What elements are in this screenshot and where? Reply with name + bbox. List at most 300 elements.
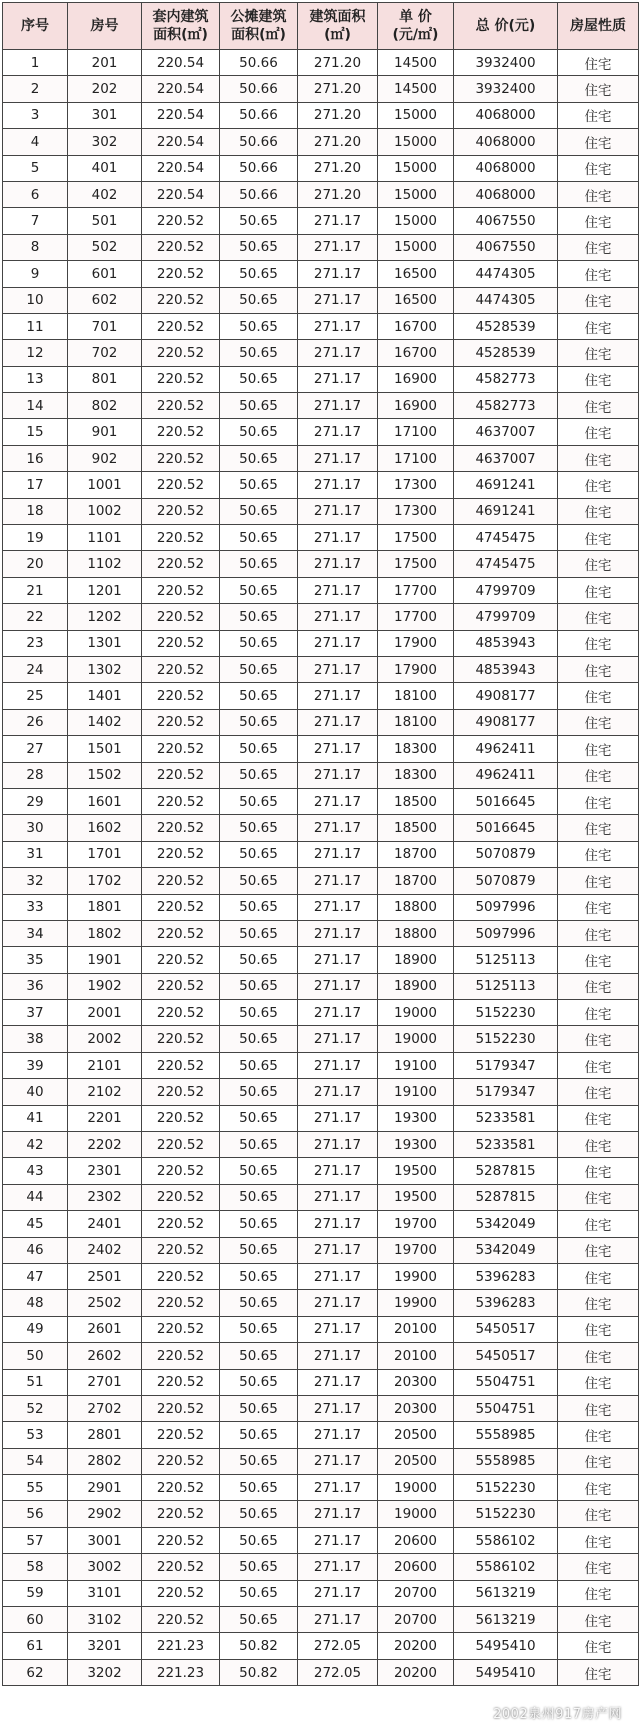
cell-inner-area: 220.52 (142, 577, 220, 603)
cell-property-type: 住宅 (558, 1052, 639, 1078)
cell-room-number: 1202 (68, 604, 142, 630)
cell-inner-area: 220.52 (142, 234, 220, 260)
cell-inner-area: 220.52 (142, 1079, 220, 1105)
cell-building-area: 271.17 (298, 709, 378, 735)
cell-room-number: 3101 (68, 1580, 142, 1606)
cell-seq: 47 (3, 1263, 68, 1289)
cell-building-area: 271.20 (298, 155, 378, 181)
cell-property-type: 住宅 (558, 50, 639, 76)
cell-building-area: 271.17 (298, 1237, 378, 1263)
cell-seq: 29 (3, 788, 68, 814)
cell-building-area: 271.17 (298, 630, 378, 656)
cell-building-area: 271.17 (298, 1501, 378, 1527)
cell-unit-price: 17900 (378, 656, 454, 682)
cell-building-area: 271.17 (298, 234, 378, 260)
cell-shared-area: 50.65 (220, 1000, 298, 1026)
cell-seq: 16 (3, 445, 68, 471)
cell-total-price: 4637007 (454, 445, 558, 471)
cell-inner-area: 220.52 (142, 841, 220, 867)
table-row (3, 1475, 639, 1501)
cell-room-number: 701 (68, 313, 142, 339)
cell-unit-price: 17500 (378, 525, 454, 551)
cell-shared-area: 50.65 (220, 366, 298, 392)
cell-property-type: 住宅 (558, 1290, 639, 1316)
cell-shared-area: 50.65 (220, 736, 298, 762)
cell-shared-area: 50.65 (220, 1475, 298, 1501)
cell-seq: 56 (3, 1501, 68, 1527)
cell-inner-area: 220.52 (142, 1554, 220, 1580)
cell-unit-price: 17700 (378, 604, 454, 630)
cell-inner-area: 220.52 (142, 1580, 220, 1606)
cell-room-number: 2002 (68, 1026, 142, 1052)
cell-shared-area: 50.65 (220, 445, 298, 471)
cell-total-price: 5450517 (454, 1316, 558, 1342)
cell-total-price: 5233581 (454, 1105, 558, 1131)
cell-property-type: 住宅 (558, 709, 639, 735)
cell-inner-area: 220.52 (142, 1211, 220, 1237)
cell-unit-price: 16700 (378, 313, 454, 339)
cell-unit-price: 17900 (378, 630, 454, 656)
cell-inner-area: 220.52 (142, 1052, 220, 1078)
cell-shared-area: 50.65 (220, 1607, 298, 1633)
cell-building-area: 271.17 (298, 1184, 378, 1210)
cell-room-number: 1401 (68, 683, 142, 709)
cell-shared-area: 50.66 (220, 181, 298, 207)
table-row (3, 1105, 639, 1131)
cell-total-price: 4582773 (454, 366, 558, 392)
cell-unit-price: 19000 (378, 1475, 454, 1501)
cell-unit-price: 16900 (378, 366, 454, 392)
cell-shared-area: 50.65 (220, 656, 298, 682)
cell-building-area: 271.17 (298, 762, 378, 788)
cell-building-area: 271.20 (298, 76, 378, 102)
table-row (3, 1369, 639, 1395)
cell-total-price: 4745475 (454, 525, 558, 551)
cell-shared-area: 50.65 (220, 1316, 298, 1342)
cell-property-type: 住宅 (558, 894, 639, 920)
cell-inner-area: 220.52 (142, 630, 220, 656)
cell-inner-area: 220.52 (142, 868, 220, 894)
cell-unit-price: 14500 (378, 76, 454, 102)
cell-room-number: 2902 (68, 1501, 142, 1527)
cell-room-number: 1002 (68, 498, 142, 524)
cell-unit-price: 18500 (378, 788, 454, 814)
cell-building-area: 271.17 (298, 1105, 378, 1131)
cell-unit-price: 20700 (378, 1580, 454, 1606)
cell-total-price: 5097996 (454, 894, 558, 920)
cell-unit-price: 19700 (378, 1237, 454, 1263)
cell-unit-price: 15000 (378, 234, 454, 260)
cell-seq: 41 (3, 1105, 68, 1131)
cell-building-area: 271.20 (298, 181, 378, 207)
cell-room-number: 3002 (68, 1554, 142, 1580)
table-row (3, 287, 639, 313)
cell-room-number: 2101 (68, 1052, 142, 1078)
cell-room-number: 1101 (68, 525, 142, 551)
cell-room-number: 402 (68, 181, 142, 207)
cell-property-type: 住宅 (558, 1527, 639, 1553)
cell-total-price: 5495410 (454, 1633, 558, 1659)
cell-room-number: 3001 (68, 1527, 142, 1553)
cell-unit-price: 18900 (378, 973, 454, 999)
cell-total-price: 5342049 (454, 1211, 558, 1237)
table-row (3, 815, 639, 841)
table-row (3, 604, 639, 630)
header-property-type: 房屋性质 (558, 3, 639, 50)
cell-total-price: 5396283 (454, 1263, 558, 1289)
cell-seq: 46 (3, 1237, 68, 1263)
cell-inner-area: 220.52 (142, 1343, 220, 1369)
cell-shared-area: 50.65 (220, 868, 298, 894)
cell-shared-area: 50.66 (220, 102, 298, 128)
cell-shared-area: 50.66 (220, 155, 298, 181)
cell-shared-area: 50.65 (220, 1527, 298, 1553)
cell-room-number: 401 (68, 155, 142, 181)
cell-inner-area: 220.54 (142, 129, 220, 155)
cell-room-number: 1502 (68, 762, 142, 788)
cell-building-area: 271.17 (298, 1000, 378, 1026)
cell-shared-area: 50.65 (220, 261, 298, 287)
cell-property-type: 住宅 (558, 604, 639, 630)
cell-seq: 7 (3, 208, 68, 234)
cell-inner-area: 220.52 (142, 1448, 220, 1474)
cell-room-number: 2402 (68, 1237, 142, 1263)
cell-seq: 1 (3, 50, 68, 76)
cell-building-area: 272.05 (298, 1633, 378, 1659)
cell-building-area: 271.17 (298, 920, 378, 946)
cell-total-price: 3932400 (454, 50, 558, 76)
cell-building-area: 271.17 (298, 1263, 378, 1289)
cell-unit-price: 18500 (378, 815, 454, 841)
cell-unit-price: 19700 (378, 1211, 454, 1237)
cell-room-number: 3102 (68, 1607, 142, 1633)
cell-seq: 17 (3, 472, 68, 498)
cell-shared-area: 50.65 (220, 208, 298, 234)
cell-building-area: 271.17 (298, 1554, 378, 1580)
table-row (3, 1158, 639, 1184)
cell-inner-area: 220.52 (142, 287, 220, 313)
cell-unit-price: 17300 (378, 498, 454, 524)
header-unit-price: 单 价 (元/㎡) (378, 3, 454, 50)
cell-building-area: 271.17 (298, 736, 378, 762)
table-row (3, 1580, 639, 1606)
cell-room-number: 1902 (68, 973, 142, 999)
table-row (3, 1184, 639, 1210)
cell-total-price: 5233581 (454, 1132, 558, 1158)
cell-room-number: 2301 (68, 1158, 142, 1184)
table-row (3, 525, 639, 551)
cell-property-type: 住宅 (558, 1316, 639, 1342)
cell-room-number: 902 (68, 445, 142, 471)
cell-inner-area: 220.52 (142, 656, 220, 682)
cell-building-area: 271.17 (298, 947, 378, 973)
cell-shared-area: 50.66 (220, 129, 298, 155)
cell-inner-area: 220.52 (142, 1263, 220, 1289)
cell-total-price: 5125113 (454, 973, 558, 999)
cell-property-type: 住宅 (558, 393, 639, 419)
cell-unit-price: 20500 (378, 1448, 454, 1474)
cell-room-number: 2501 (68, 1263, 142, 1289)
cell-room-number: 1602 (68, 815, 142, 841)
cell-building-area: 271.17 (298, 1395, 378, 1421)
header-row (3, 3, 639, 50)
cell-property-type: 住宅 (558, 1501, 639, 1527)
cell-inner-area: 220.52 (142, 313, 220, 339)
cell-total-price: 4068000 (454, 129, 558, 155)
cell-property-type: 住宅 (558, 1263, 639, 1289)
cell-building-area: 271.17 (298, 841, 378, 867)
cell-room-number: 502 (68, 234, 142, 260)
cell-inner-area: 220.52 (142, 1105, 220, 1131)
cell-seq: 4 (3, 129, 68, 155)
cell-shared-area: 50.82 (220, 1633, 298, 1659)
table-row (3, 76, 639, 102)
cell-building-area: 271.17 (298, 287, 378, 313)
cell-total-price: 4691241 (454, 472, 558, 498)
cell-unit-price: 20600 (378, 1527, 454, 1553)
cell-building-area: 272.05 (298, 1659, 378, 1685)
cell-shared-area: 50.66 (220, 76, 298, 102)
cell-unit-price: 19100 (378, 1079, 454, 1105)
cell-unit-price: 20200 (378, 1633, 454, 1659)
cell-unit-price: 19900 (378, 1263, 454, 1289)
cell-room-number: 2001 (68, 1000, 142, 1026)
cell-unit-price: 15000 (378, 102, 454, 128)
cell-building-area: 271.17 (298, 894, 378, 920)
table-row (3, 102, 639, 128)
cell-seq: 32 (3, 868, 68, 894)
cell-inner-area: 220.52 (142, 1290, 220, 1316)
cell-seq: 60 (3, 1607, 68, 1633)
cell-seq: 48 (3, 1290, 68, 1316)
cell-seq: 23 (3, 630, 68, 656)
cell-building-area: 271.17 (298, 1158, 378, 1184)
cell-shared-area: 50.65 (220, 551, 298, 577)
cell-shared-area: 50.65 (220, 577, 298, 603)
cell-inner-area: 220.52 (142, 551, 220, 577)
cell-building-area: 271.17 (298, 577, 378, 603)
table-row (3, 1607, 639, 1633)
header-seq: 序号 (3, 3, 68, 50)
cell-unit-price: 16500 (378, 261, 454, 287)
cell-total-price: 5558985 (454, 1448, 558, 1474)
cell-room-number: 202 (68, 76, 142, 102)
cell-total-price: 5179347 (454, 1052, 558, 1078)
cell-total-price: 4067550 (454, 234, 558, 260)
table-row (3, 313, 639, 339)
cell-building-area: 271.17 (298, 445, 378, 471)
header-room-number: 房号 (68, 3, 142, 50)
cell-inner-area: 221.23 (142, 1659, 220, 1685)
header-shared-area: 公摊建筑 面积(㎡) (220, 3, 298, 50)
cell-seq: 9 (3, 261, 68, 287)
cell-seq: 40 (3, 1079, 68, 1105)
cell-building-area: 271.17 (298, 973, 378, 999)
cell-seq: 45 (3, 1211, 68, 1237)
cell-total-price: 5504751 (454, 1369, 558, 1395)
cell-shared-area: 50.65 (220, 947, 298, 973)
cell-total-price: 4799709 (454, 604, 558, 630)
cell-property-type: 住宅 (558, 181, 639, 207)
cell-inner-area: 220.52 (142, 1158, 220, 1184)
cell-total-price: 5125113 (454, 947, 558, 973)
cell-inner-area: 220.52 (142, 894, 220, 920)
cell-unit-price: 16700 (378, 340, 454, 366)
cell-shared-area: 50.65 (220, 419, 298, 445)
cell-shared-area: 50.65 (220, 234, 298, 260)
cell-property-type: 住宅 (558, 973, 639, 999)
cell-shared-area: 50.65 (220, 815, 298, 841)
cell-total-price: 3932400 (454, 76, 558, 102)
cell-total-price: 5558985 (454, 1422, 558, 1448)
table-row (3, 445, 639, 471)
cell-room-number: 702 (68, 340, 142, 366)
table-row (3, 1343, 639, 1369)
cell-total-price: 4908177 (454, 709, 558, 735)
cell-inner-area: 220.54 (142, 102, 220, 128)
cell-inner-area: 220.52 (142, 261, 220, 287)
cell-building-area: 271.17 (298, 551, 378, 577)
table-row (3, 656, 639, 682)
cell-unit-price: 19000 (378, 1000, 454, 1026)
cell-building-area: 271.17 (298, 366, 378, 392)
cell-seq: 55 (3, 1475, 68, 1501)
cell-property-type: 住宅 (558, 788, 639, 814)
table-row (3, 1263, 639, 1289)
cell-shared-area: 50.65 (220, 920, 298, 946)
cell-room-number: 2602 (68, 1343, 142, 1369)
cell-unit-price: 17100 (378, 419, 454, 445)
cell-inner-area: 220.52 (142, 1026, 220, 1052)
cell-seq: 24 (3, 656, 68, 682)
cell-shared-area: 50.65 (220, 894, 298, 920)
cell-building-area: 271.17 (298, 1052, 378, 1078)
cell-seq: 21 (3, 577, 68, 603)
cell-unit-price: 20500 (378, 1422, 454, 1448)
cell-room-number: 802 (68, 393, 142, 419)
cell-property-type: 住宅 (558, 1211, 639, 1237)
table-row (3, 683, 639, 709)
cell-seq: 57 (3, 1527, 68, 1553)
cell-unit-price: 17700 (378, 577, 454, 603)
cell-property-type: 住宅 (558, 736, 639, 762)
cell-seq: 31 (3, 841, 68, 867)
cell-unit-price: 19500 (378, 1184, 454, 1210)
cell-shared-area: 50.65 (220, 1580, 298, 1606)
cell-building-area: 271.17 (298, 1026, 378, 1052)
cell-total-price: 5613219 (454, 1580, 558, 1606)
cell-room-number: 1102 (68, 551, 142, 577)
cell-inner-area: 220.54 (142, 181, 220, 207)
table-row (3, 1633, 639, 1659)
cell-property-type: 住宅 (558, 1448, 639, 1474)
cell-inner-area: 220.52 (142, 208, 220, 234)
header-total-price: 总 价(元) (454, 3, 558, 50)
cell-inner-area: 220.52 (142, 1501, 220, 1527)
cell-unit-price: 19000 (378, 1501, 454, 1527)
cell-inner-area: 220.52 (142, 762, 220, 788)
cell-seq: 19 (3, 525, 68, 551)
cell-room-number: 2901 (68, 1475, 142, 1501)
cell-building-area: 271.17 (298, 1079, 378, 1105)
cell-inner-area: 220.52 (142, 947, 220, 973)
cell-seq: 61 (3, 1633, 68, 1659)
cell-seq: 18 (3, 498, 68, 524)
cell-unit-price: 15000 (378, 129, 454, 155)
cell-property-type: 住宅 (558, 155, 639, 181)
cell-shared-area: 50.65 (220, 1026, 298, 1052)
cell-total-price: 4068000 (454, 181, 558, 207)
table-row (3, 50, 639, 76)
cell-shared-area: 50.65 (220, 1290, 298, 1316)
cell-building-area: 271.17 (298, 419, 378, 445)
cell-inner-area: 220.52 (142, 1184, 220, 1210)
table-row (3, 920, 639, 946)
cell-seq: 35 (3, 947, 68, 973)
cell-seq: 51 (3, 1369, 68, 1395)
cell-unit-price: 19900 (378, 1290, 454, 1316)
table-row (3, 129, 639, 155)
cell-room-number: 901 (68, 419, 142, 445)
cell-property-type: 住宅 (558, 472, 639, 498)
header-building-area: 建筑面积 (㎡) (298, 3, 378, 50)
cell-shared-area: 50.65 (220, 1211, 298, 1237)
cell-property-type: 住宅 (558, 498, 639, 524)
cell-property-type: 住宅 (558, 1158, 639, 1184)
cell-property-type: 住宅 (558, 1343, 639, 1369)
cell-building-area: 271.17 (298, 1607, 378, 1633)
cell-shared-area: 50.65 (220, 1237, 298, 1263)
cell-seq: 44 (3, 1184, 68, 1210)
cell-building-area: 271.17 (298, 788, 378, 814)
cell-seq: 36 (3, 973, 68, 999)
cell-shared-area: 50.65 (220, 340, 298, 366)
cell-inner-area: 220.52 (142, 1475, 220, 1501)
cell-seq: 20 (3, 551, 68, 577)
cell-property-type: 住宅 (558, 1026, 639, 1052)
table-row (3, 709, 639, 735)
watermark: 2002泉州917房产网 (493, 1707, 622, 1722)
cell-shared-area: 50.65 (220, 1395, 298, 1421)
cell-inner-area: 220.52 (142, 472, 220, 498)
cell-shared-area: 50.65 (220, 1158, 298, 1184)
table-row (3, 868, 639, 894)
cell-room-number: 801 (68, 366, 142, 392)
cell-shared-area: 50.65 (220, 1052, 298, 1078)
cell-inner-area: 220.52 (142, 419, 220, 445)
cell-room-number: 201 (68, 50, 142, 76)
cell-property-type: 住宅 (558, 577, 639, 603)
cell-property-type: 住宅 (558, 1132, 639, 1158)
cell-building-area: 271.20 (298, 129, 378, 155)
cell-building-area: 271.20 (298, 102, 378, 128)
cell-shared-area: 50.65 (220, 525, 298, 551)
cell-unit-price: 20100 (378, 1316, 454, 1342)
cell-inner-area: 221.23 (142, 1633, 220, 1659)
cell-property-type: 住宅 (558, 841, 639, 867)
cell-building-area: 271.17 (298, 472, 378, 498)
cell-seq: 30 (3, 815, 68, 841)
cell-inner-area: 220.52 (142, 683, 220, 709)
cell-shared-area: 50.65 (220, 287, 298, 313)
cell-property-type: 住宅 (558, 287, 639, 313)
cell-seq: 10 (3, 287, 68, 313)
cell-seq: 8 (3, 234, 68, 260)
table-row (3, 1290, 639, 1316)
cell-total-price: 5613219 (454, 1607, 558, 1633)
cell-building-area: 271.17 (298, 1580, 378, 1606)
cell-inner-area: 220.52 (142, 709, 220, 735)
